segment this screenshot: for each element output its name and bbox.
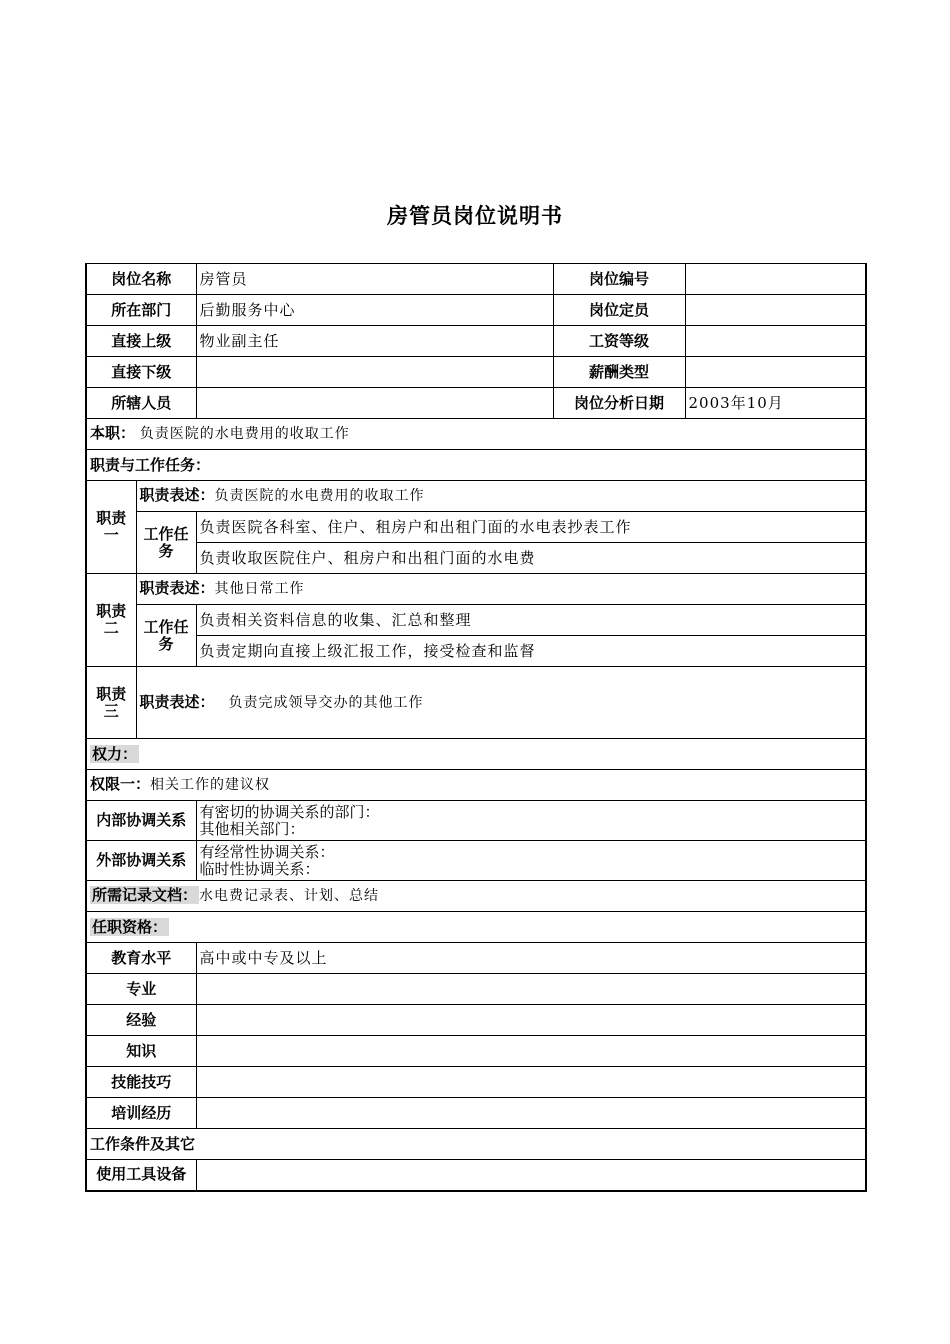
- qualification-row: [86, 1098, 866, 1129]
- duty2-task-2: 负责定期向直接上级汇报工作，接受检查和监督: [196, 636, 866, 667]
- qual-label-education: 教育水平: [86, 943, 196, 974]
- qualification-row: [86, 1036, 866, 1067]
- label-position-name: 岗位名称: [86, 264, 196, 295]
- duty2-desc-row: [86, 574, 866, 605]
- records-row: [86, 881, 866, 912]
- duty2-desc-label: 职责表述：: [139, 579, 215, 597]
- duty2-task-row: [86, 605, 866, 636]
- page-title: 房管员岗位说明书: [387, 204, 563, 228]
- basic-row: [86, 357, 866, 388]
- qualification-row: [86, 943, 866, 974]
- value-staff: [196, 388, 553, 419]
- qualification-row: [86, 974, 866, 1005]
- duty1-task-label: 工作任务: [136, 512, 196, 574]
- duty3-desc-label: 职责表述：: [139, 692, 215, 711]
- internal-coordination-label: 内部协调关系: [86, 801, 196, 841]
- basic-row: [86, 326, 866, 357]
- power-item-row: [86, 770, 866, 801]
- duty2-task-row: [86, 636, 866, 667]
- job-description-table: [85, 263, 867, 1192]
- value-salary-grade: [685, 326, 866, 357]
- label-analysis-date: 岗位分析日期: [553, 388, 685, 419]
- qual-label-major: 专业: [86, 974, 196, 1005]
- duty1-desc-label: 职责表述：: [139, 486, 215, 504]
- label-pay-type: 薪酬类型: [553, 357, 685, 388]
- value-department: 后勤服务中心: [196, 295, 553, 326]
- power-item-label: 权限一：: [90, 775, 151, 793]
- value-pay-type: [685, 357, 866, 388]
- internal-line-2: 其他相关部门：: [199, 819, 305, 838]
- qualification-row: [86, 1067, 866, 1098]
- external-line-2: 临时性协调关系：: [199, 859, 320, 878]
- value-headcount: [685, 295, 866, 326]
- records-label: 所需记录文档：: [92, 886, 198, 904]
- label-department: 所在部门: [86, 295, 196, 326]
- external-coordination-label: 外部协调关系: [86, 841, 196, 881]
- external-line-1: 有经常性协调关系：: [199, 842, 335, 861]
- value-subordinate: [196, 357, 553, 388]
- duty1-task-2: 负责收取医院住户、租房户和出租门面的水电费: [196, 543, 866, 574]
- qual-value-knowledge: [196, 1036, 866, 1067]
- conditions-header: 工作条件及其它: [86, 1129, 866, 1160]
- duty1-task-row: [86, 512, 866, 543]
- qual-label-knowledge: 知识: [86, 1036, 196, 1067]
- label-position-code: 岗位编号: [553, 264, 685, 295]
- qualifications-header-row: [86, 912, 866, 943]
- qual-value-education: 高中或中专及以上: [196, 943, 866, 974]
- duty1-task-row: [86, 543, 866, 574]
- value-position-name: 房管员: [196, 264, 553, 295]
- duty2-task-1: 负责相关资料信息的收集、汇总和整理: [196, 605, 866, 636]
- value-supervisor: 物业副主任: [196, 326, 553, 357]
- records-text: 水电费记录表、计划、总结: [199, 888, 380, 904]
- label-subordinate: 直接下级: [86, 357, 196, 388]
- value-analysis-date: 2003年10月: [685, 388, 866, 419]
- basic-row: [86, 388, 866, 419]
- qual-value-training: [196, 1098, 866, 1129]
- qualifications-header: 任职资格：: [92, 917, 168, 936]
- duties-header-row: [86, 450, 866, 481]
- basic-row: [86, 264, 866, 295]
- duty1-desc-text: 负责医院的水电费用的收取工作: [214, 488, 425, 504]
- duties-header: 职责与工作任务：: [86, 450, 866, 481]
- basic-row: [86, 295, 866, 326]
- power-label: 权力：: [92, 744, 138, 763]
- qualification-row: [86, 1005, 866, 1036]
- qual-value-skills: [196, 1067, 866, 1098]
- duty3-tag: 职责三: [86, 667, 136, 739]
- duty2-tag: 职责二: [86, 574, 136, 667]
- power-header-row: [86, 739, 866, 770]
- qual-value-major: [196, 974, 866, 1005]
- core-duty-text: 负责医院的水电费用的收取工作: [139, 426, 350, 442]
- duty2-task-label: 工作任务: [136, 605, 196, 667]
- internal-coordination-row: [86, 801, 866, 841]
- tools-label: 使用工具设备: [86, 1160, 196, 1191]
- label-supervisor: 直接上级: [86, 326, 196, 357]
- external-coordination-row: [86, 841, 866, 881]
- label-headcount: 岗位定员: [553, 295, 685, 326]
- duty1-tag: 职责一: [86, 481, 136, 574]
- duty3-desc-text: 负责完成领导交办的其他工作: [228, 694, 424, 711]
- qual-label-training: 培训经历: [86, 1098, 196, 1129]
- label-staff: 所辖人员: [86, 388, 196, 419]
- duty1-task-1: 负责医院各科室、住户、租房户和出租门面的水电表抄表工作: [196, 512, 866, 543]
- tools-row: [86, 1160, 866, 1191]
- qual-label-skills: 技能技巧: [86, 1067, 196, 1098]
- duty3-row: [86, 667, 866, 739]
- power-item-text: 相关工作的建议权: [150, 777, 271, 793]
- core-duty-label: 本职：: [90, 424, 136, 442]
- tools-value: [196, 1160, 866, 1191]
- duty2-desc-text: 其他日常工作: [214, 581, 305, 597]
- qual-label-experience: 经验: [86, 1005, 196, 1036]
- duty1-desc-row: [86, 481, 866, 512]
- qual-value-experience: [196, 1005, 866, 1036]
- conditions-header-row: [86, 1129, 866, 1160]
- internal-line-1: 有密切的协调关系的部门：: [199, 802, 380, 821]
- label-salary-grade: 工资等级: [553, 326, 685, 357]
- value-position-code: [685, 264, 866, 295]
- core-duty-row: [86, 419, 866, 450]
